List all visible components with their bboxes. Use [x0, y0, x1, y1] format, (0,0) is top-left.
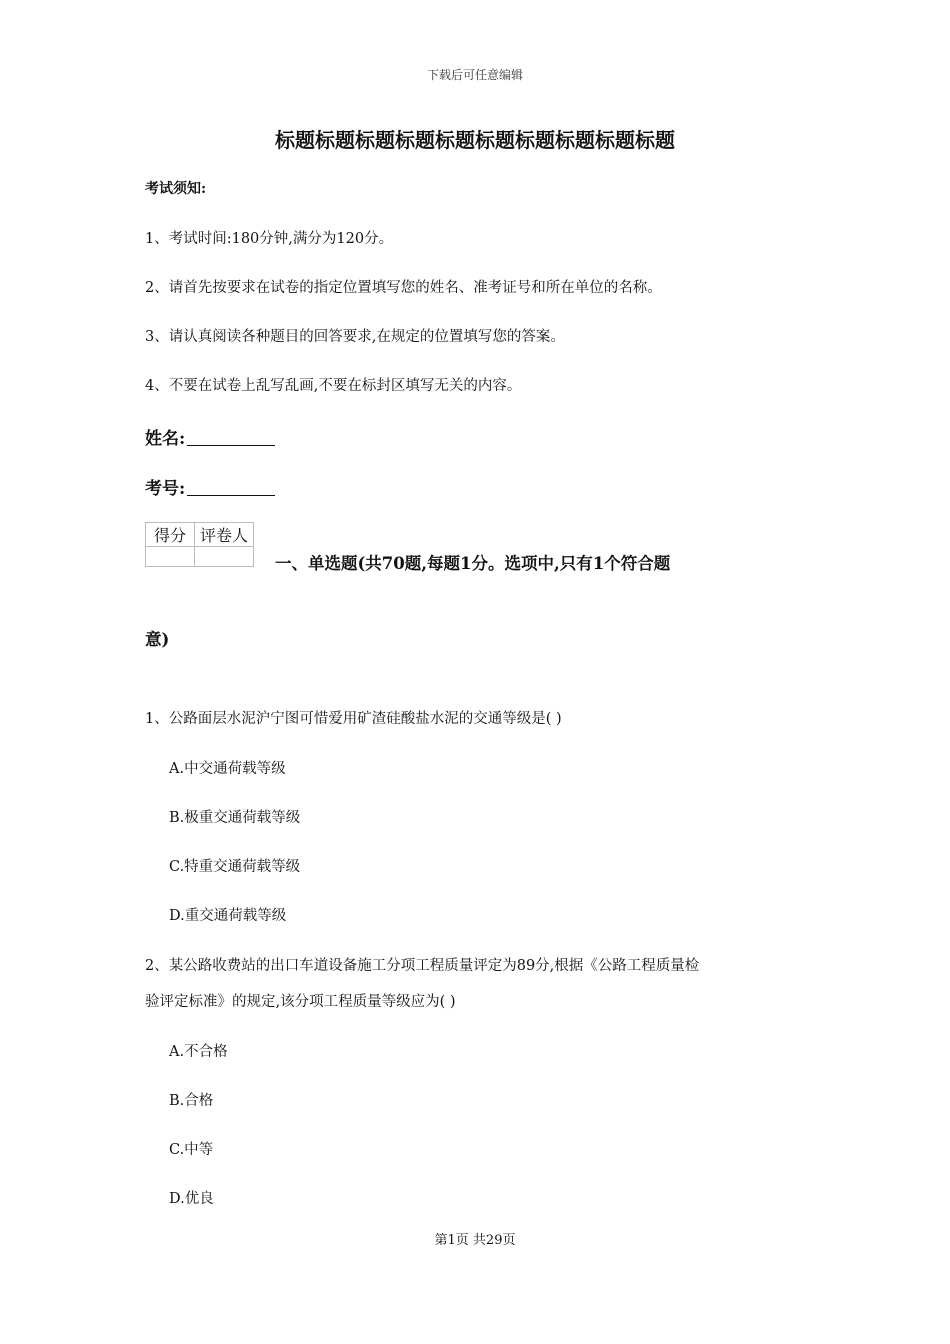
name-blank[interactable]: [187, 429, 275, 446]
question-1-option-c[interactable]: C.特重交通荷载等级: [169, 859, 301, 875]
document-title: 标题标题标题标题标题标题标题标题标题标题: [275, 128, 675, 152]
notice-item: 1、考试时间:180分钟,满分为120分。: [145, 231, 394, 247]
question-2-text-continued: 验评定标准》的规定,该分项工程质量等级应为( ): [145, 994, 456, 1010]
name-label: 姓名:: [145, 429, 186, 449]
question-2-text: 2、某公路收费站的出口车道设备施工分项工程质量评定为89分,根据《公路工程质量检: [145, 958, 700, 974]
exam-id-field: [145, 474, 275, 499]
question-2-option-d[interactable]: D.优良: [169, 1191, 214, 1207]
name-field: [145, 424, 275, 449]
score-table: [145, 522, 254, 567]
question-1-option-b[interactable]: B.极重交通荷载等级: [169, 810, 301, 826]
question-2-option-c[interactable]: C.中等: [169, 1142, 214, 1158]
question-1-text: 1、公路面层水泥沪宁图可惜爱用矿渣硅酸盐水泥的交通等级是( ): [145, 711, 562, 727]
score-cell[interactable]: [146, 547, 195, 567]
grader-cell[interactable]: [195, 547, 254, 567]
question-2-option-a[interactable]: A.不合格: [169, 1044, 228, 1060]
section-title: 一、单选题(共70题,每题1分。选项中,只有1个符合题: [275, 554, 671, 573]
question-2-option-b[interactable]: B.合格: [169, 1093, 214, 1109]
grader-header: 评卷人: [195, 523, 254, 547]
notice-item: 3、请认真阅读各种题目的回答要求,在规定的位置填写您的答案。: [145, 329, 565, 345]
score-header: 得分: [146, 523, 195, 547]
notice-item: 2、请首先按要求在试卷的指定位置填写您的姓名、准考证号和所在单位的名称。: [145, 280, 662, 296]
notice-item: 4、不要在试卷上乱写乱画,不要在标封区填写无关的内容。: [145, 378, 522, 394]
notice-heading: 考试须知:: [145, 181, 207, 197]
exam-id-label: 考号:: [145, 479, 186, 499]
header-note: 下载后可任意编辑: [426, 68, 523, 82]
exam-id-blank[interactable]: [187, 479, 275, 496]
question-1-option-d[interactable]: D.重交通荷载等级: [169, 908, 287, 924]
page-footer: 第1页 共29页: [434, 1233, 516, 1248]
question-1-option-a[interactable]: A.中交通荷载等级: [169, 761, 286, 777]
section-title-continued: 意): [145, 630, 170, 649]
